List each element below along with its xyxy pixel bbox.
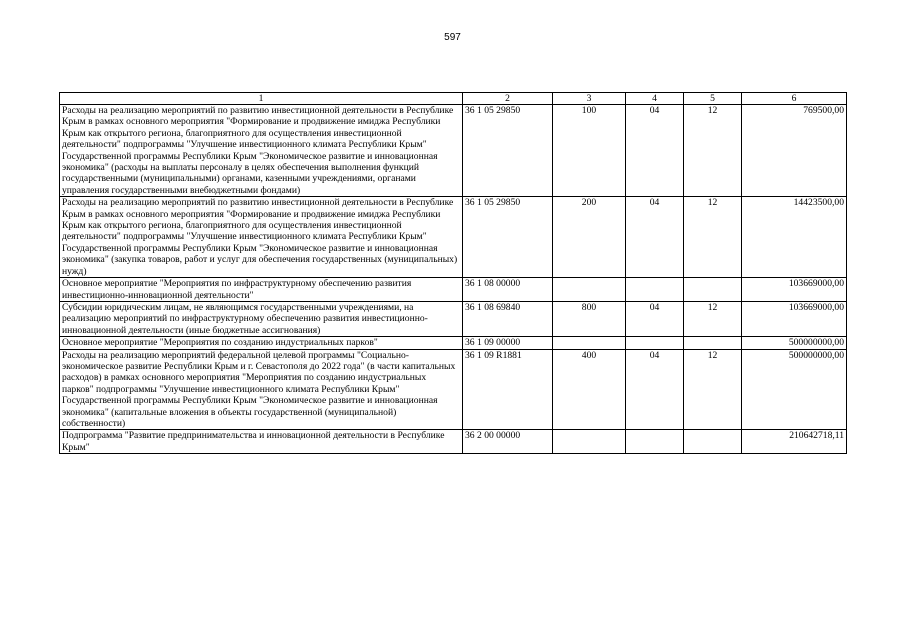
column-header: 5 — [684, 93, 742, 105]
table-row — [60, 278, 847, 302]
row-section — [626, 337, 684, 349]
page-number: 597 — [444, 32, 461, 43]
row-section: 04 — [626, 301, 684, 336]
table-row — [60, 105, 847, 197]
row-type — [553, 337, 626, 349]
row-type: 800 — [553, 301, 626, 336]
row-subsection — [684, 430, 742, 454]
row-subsection — [684, 337, 742, 349]
row-amount: 14423500,00 — [742, 197, 847, 278]
row-code: 36 1 08 00000 — [463, 278, 553, 302]
row-code: 36 1 08 69840 — [463, 301, 553, 336]
row-section: 04 — [626, 105, 684, 197]
row-name: Субсидии юридическим лицам, не являющимся государственными учреждениями, на реализацию мероприятий по инфраструктурному обеспечению развития инвестиционно-инновационной деятельности (иные бюджетные ассигнования) — [60, 301, 463, 336]
row-type — [553, 430, 626, 454]
row-code: 36 1 05 29850 — [463, 105, 553, 197]
column-header: 1 — [60, 93, 463, 105]
row-name: Подпрограмма "Развитие предпринимательства и инновационной деятельности в Республике Крым" — [60, 430, 463, 454]
row-subsection — [684, 278, 742, 302]
table-row — [60, 197, 847, 278]
column-header: 2 — [463, 93, 553, 105]
row-name: Расходы на реализацию мероприятий федеральной целевой программы "Социально-экономическое развитие Республики Крым и г. Севастополя до 2022 года" (в части капитальных расходов) в рамках основного мероприятия "Мероприятия по созданию индустриальных парков" подпрограммы "Улучшение инвестиционного климата Республики Крым" Государственной программы Республики Крым "Экономическое развитие и инновационная экономика" (капитальные вложения в объекты государственной (муниципальной) собственности) — [60, 349, 463, 430]
row-code: 36 2 00 00000 — [463, 430, 553, 454]
row-amount: 103669000,00 — [742, 301, 847, 336]
column-header: 4 — [626, 93, 684, 105]
row-type: 100 — [553, 105, 626, 197]
row-amount: 500000000,00 — [742, 349, 847, 430]
row-subsection: 12 — [684, 301, 742, 336]
row-type: 200 — [553, 197, 626, 278]
row-name: Основное мероприятие "Мероприятия по инфраструктурному обеспечению развития инвестиционно-инновационной деятельности" — [60, 278, 463, 302]
row-subsection: 12 — [684, 197, 742, 278]
row-code: 36 1 09 00000 — [463, 337, 553, 349]
column-header: 6 — [742, 93, 847, 105]
row-amount: 769500,00 — [742, 105, 847, 197]
row-section: 04 — [626, 349, 684, 430]
table-row — [60, 349, 847, 430]
row-amount: 500000000,00 — [742, 337, 847, 349]
table-row — [60, 301, 847, 336]
row-section: 04 — [626, 197, 684, 278]
row-name: Основное мероприятие "Мероприятия по созданию индустриальных парков" — [60, 337, 463, 349]
table-row — [60, 337, 847, 349]
column-header: 3 — [553, 93, 626, 105]
row-amount: 210642718,11 — [742, 430, 847, 454]
row-subsection: 12 — [684, 349, 742, 430]
table-row — [60, 430, 847, 454]
row-subsection: 12 — [684, 105, 742, 197]
budget-table — [59, 92, 847, 454]
row-code: 36 1 09 R1881 — [463, 349, 553, 430]
table-header-row — [60, 93, 847, 105]
row-section — [626, 430, 684, 454]
row-type: 400 — [553, 349, 626, 430]
row-type — [553, 278, 626, 302]
row-section — [626, 278, 684, 302]
row-name: Расходы на реализацию мероприятий по развитию инвестиционной деятельности в Республике Крым в рамках основного мероприятия "Формирование и продвижение имиджа Республики Крым как открытого региона, благоприятного для осуществления инвестиционной деятельности" подпрограммы "Улучшение инвестиционного климата Республики Крым" Государственной программы Республики Крым "Экономическое развитие и инновационная экономика" (закупка товаров, работ и услуг для обеспечения государственных (муниципальных) нужд) — [60, 197, 463, 278]
row-amount: 103669000,00 — [742, 278, 847, 302]
row-name: Расходы на реализацию мероприятий по развитию инвестиционной деятельности в Республике Крым в рамках основного мероприятия "Формирование и продвижение имиджа Республики Крым как открытого региона, благоприятного для осуществления инвестиционной деятельности" подпрограммы "Улучшение инвестиционного климата Республики Крым" Государственной программы Республики Крым "Экономическое развитие и инновационная экономика" (расходы на выплаты персоналу в целях обеспечения выполнения функций государственными (муниципальными) органами, казенными учреждениями, органами управления государственными внебюджетными фондами) — [60, 105, 463, 197]
row-code: 36 1 05 29850 — [463, 197, 553, 278]
